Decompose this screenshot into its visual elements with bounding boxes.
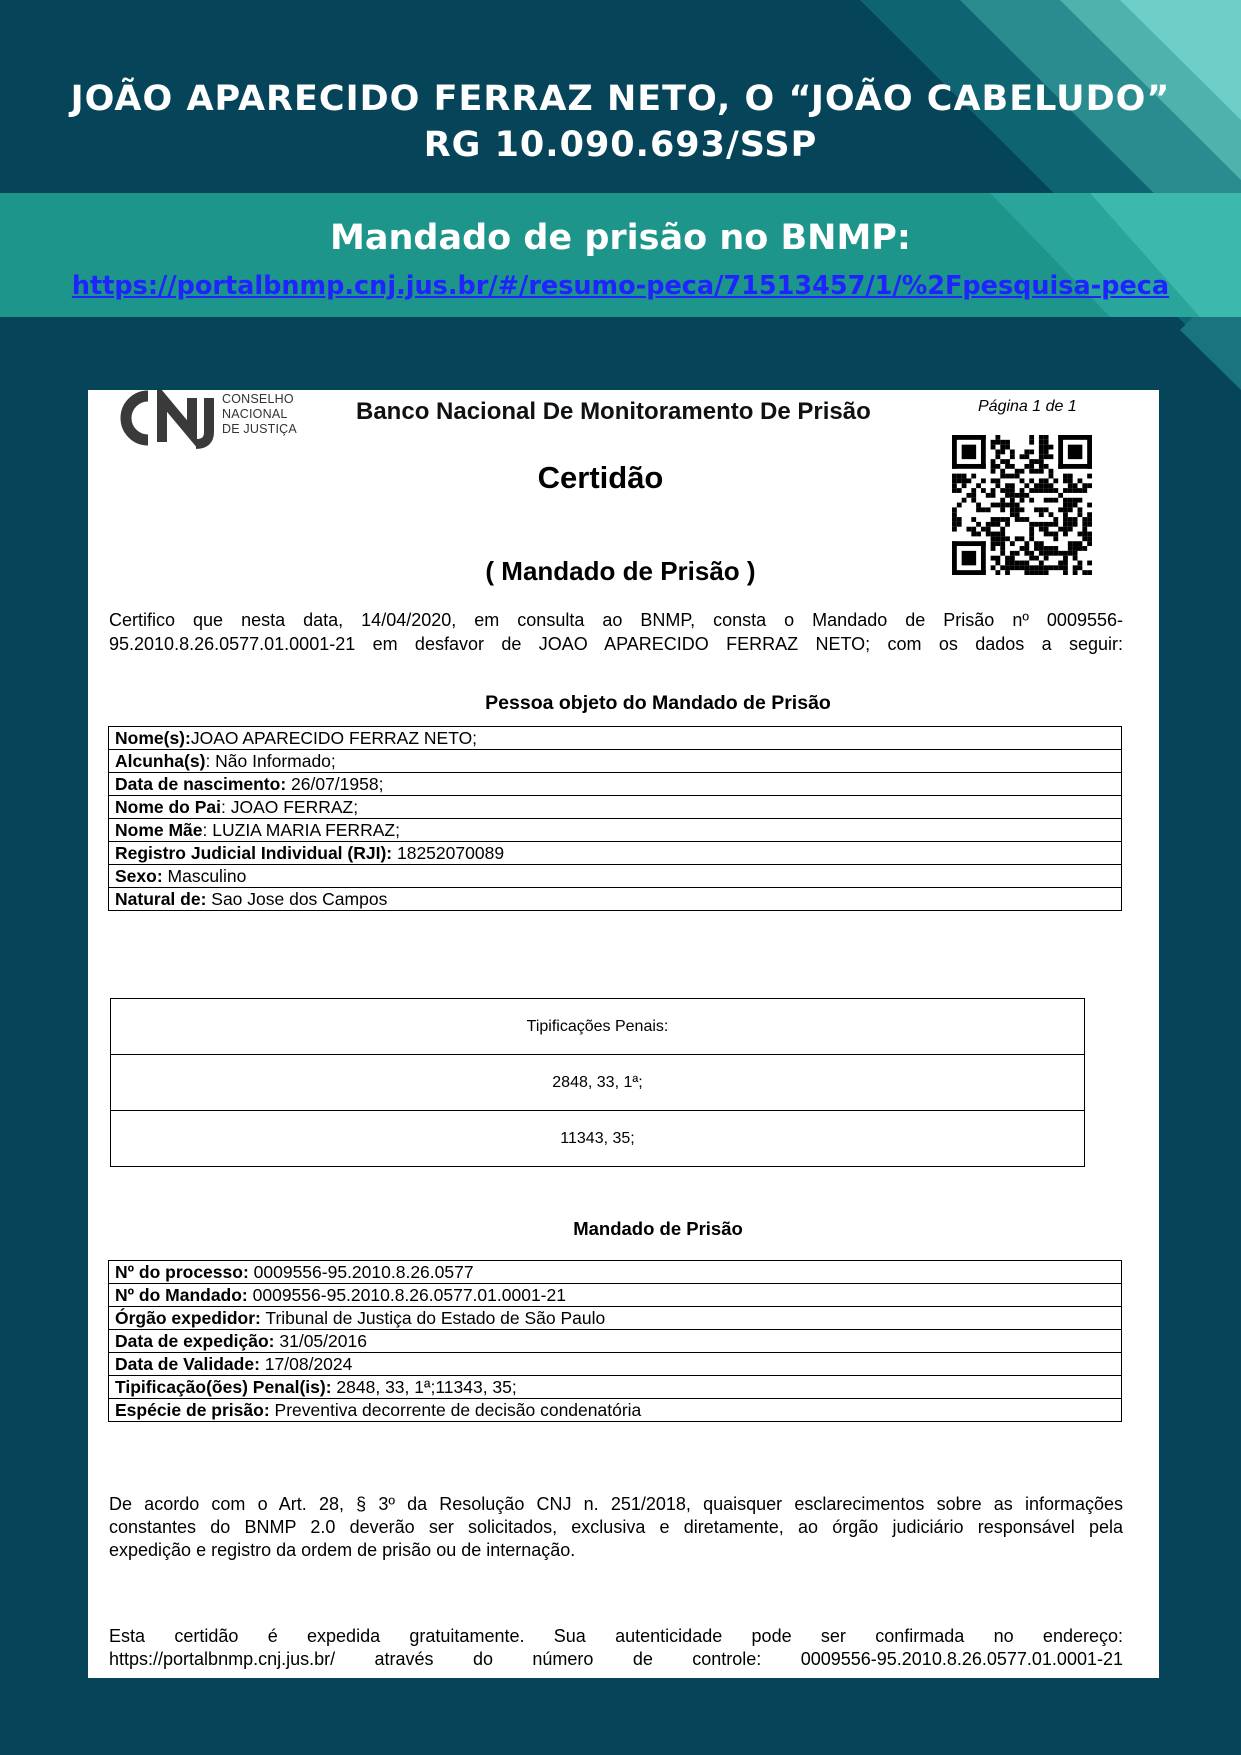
- page-title: [0, 76, 1241, 168]
- field-label: Natural de:: [115, 888, 207, 909]
- table-cell: [109, 1376, 1122, 1399]
- table-row: [109, 1261, 1122, 1284]
- table-cell: [109, 1284, 1122, 1307]
- table-cell: [109, 727, 1122, 750]
- field-label: Data de nascimento:: [115, 773, 287, 794]
- field-value: Masculino: [162, 865, 247, 886]
- field-value: Tribunal de Justiça do Estado de São Paulo: [260, 1307, 606, 1328]
- mandado-section-heading: Mandado de Prisão: [573, 1218, 743, 1239]
- table-cell: [109, 888, 1122, 911]
- field-value: 0009556-95.2010.8.26.0577.01.0001-21: [247, 1284, 566, 1305]
- field-label: Data de expedição:: [115, 1330, 275, 1351]
- table-cell: [109, 1399, 1122, 1422]
- table-cell: [109, 1307, 1122, 1330]
- field-value: Preventiva decorrente de decisão condenatória: [269, 1399, 642, 1420]
- logo-text-line: CONSELHO: [222, 392, 294, 406]
- table-row: [109, 1284, 1122, 1307]
- table-row: [109, 1376, 1122, 1399]
- table-cell: [109, 1353, 1122, 1376]
- field-value: : LUZIA MARIA FERRAZ;: [202, 819, 400, 840]
- field-label: Sexo:: [115, 865, 163, 886]
- table-cell: [109, 1261, 1122, 1284]
- footer-line-1: Esta certidão é expedida gratuitamente. Sua autenticidade pode ser confirmada no endereço:: [109, 1626, 1123, 1646]
- table-cell: [109, 750, 1122, 773]
- bnmp-heading: Mandado de prisão no BNMP:: [330, 218, 911, 258]
- field-value: 2848, 33, 1ª;11343, 35;: [331, 1376, 517, 1397]
- table-row: [109, 1353, 1122, 1376]
- field-label: Nº do processo:: [115, 1261, 249, 1282]
- field-value: 17/08/2024: [259, 1353, 353, 1374]
- resolucao-line-1: De acordo com o Art. 28, § 3º da Resolução CNJ n. 251/2018, quaisquer esclarecimentos sobre as informações: [109, 1494, 1123, 1514]
- intro-line-2: 95.2010.8.26.0577.01.0001-21 em desfavor de JOAO APARECIDO FERRAZ NETO; com os dados a seguir:: [109, 634, 1123, 654]
- field-value: Sao Jose dos Campos: [206, 888, 388, 909]
- field-value: 26/07/1958;: [286, 773, 384, 794]
- field-label: Nº do Mandado:: [115, 1284, 248, 1305]
- field-label: Nome(s):: [115, 727, 191, 748]
- field-label: Tipificação(ões) Penal(is):: [115, 1376, 332, 1397]
- tipificacoes-table: [110, 998, 1085, 1167]
- table-row: [109, 773, 1122, 796]
- field-value: 31/05/2016: [274, 1330, 367, 1351]
- person-section-heading: Pessoa objeto do Mandado de Prisão: [485, 692, 831, 714]
- table-cell: [109, 819, 1122, 842]
- mandado-heading: ( Mandado de Prisão ): [485, 556, 756, 586]
- certidao-title: Certidão: [537, 460, 664, 495]
- page-title-name: JOÃO APARECIDO FERRAZ NETO, O “JOÃO CABELUDO”: [70, 79, 1171, 119]
- tipificacoes-header: Tipificações Penais:: [111, 999, 1085, 1055]
- certificate-document: [88, 390, 1159, 1678]
- field-label: Órgão expedidor:: [115, 1307, 261, 1328]
- field-label: Espécie de prisão:: [115, 1399, 270, 1420]
- field-label: Nome do Pai: [115, 796, 221, 817]
- table-cell: [109, 842, 1122, 865]
- table-row: [109, 842, 1122, 865]
- table-cell: [109, 796, 1122, 819]
- table-row: [109, 727, 1122, 750]
- table-row: [109, 865, 1122, 888]
- field-label: Alcunha(s): [115, 750, 206, 771]
- table-row: [109, 819, 1122, 842]
- mandado-table: [108, 1260, 1122, 1422]
- footer-line-2: https://portalbnmp.cnj.jus.br/ através do número de controle: 0009556-95.2010.8.26.0577.01.0001-21: [109, 1649, 1123, 1669]
- page-number: Página 1 de 1: [978, 398, 1077, 415]
- table-row: [109, 1330, 1122, 1353]
- intro-line-1: Certifico que nesta data, 14/04/2020, em consulta ao BNMP, consta o Mandado de Prisão nº 0009556-: [109, 610, 1123, 630]
- logo-text-line: DE JUSTIÇA: [222, 422, 297, 436]
- table-cell: [109, 865, 1122, 888]
- field-value: : Não Informado;: [205, 750, 336, 771]
- tipificacao-row: 2848, 33, 1ª;: [111, 1055, 1085, 1111]
- table-cell: [109, 1330, 1122, 1353]
- table-row: [109, 1399, 1122, 1422]
- field-label: Nome Mãe: [115, 819, 203, 840]
- resolucao-line-2: constantes do BNMP 2.0 deverão ser solicitados, exclusiva e diretamente, ao órgão judiciário responsável pela: [109, 1517, 1123, 1537]
- table-row: [109, 750, 1122, 773]
- table-cell: [109, 773, 1122, 796]
- field-label: Registro Judicial Individual (RJI):: [115, 842, 393, 863]
- qr-code-icon: [952, 435, 1092, 575]
- field-value: 18252070089: [392, 842, 505, 863]
- person-table: [108, 726, 1122, 911]
- field-label: Data de Validade:: [115, 1353, 260, 1374]
- bnmp-title: Banco Nacional De Monitoramento De Prisão: [356, 398, 871, 425]
- bnmp-link[interactable]: https://portalbnmp.cnj.jus.br/#/resumo-peca/71513457/1/%2Fpesquisa-peca: [71, 271, 1170, 301]
- table-row: [109, 796, 1122, 819]
- table-row: [109, 1307, 1122, 1330]
- cnj-logo-text: [222, 392, 297, 437]
- resolucao-line-3: expedição e registro da ordem de prisão ou de internação.: [109, 1540, 576, 1560]
- field-value: : JOAO FERRAZ;: [221, 796, 359, 817]
- field-value: JOAO APARECIDO FERRAZ NETO;: [190, 727, 478, 748]
- table-row: [109, 888, 1122, 911]
- logo-text-line: NACIONAL: [222, 407, 288, 421]
- field-value: 0009556-95.2010.8.26.0577: [248, 1261, 474, 1282]
- tipificacao-row: 11343, 35;: [111, 1111, 1085, 1167]
- page-title-rg: RG 10.090.693/SSP: [423, 125, 818, 165]
